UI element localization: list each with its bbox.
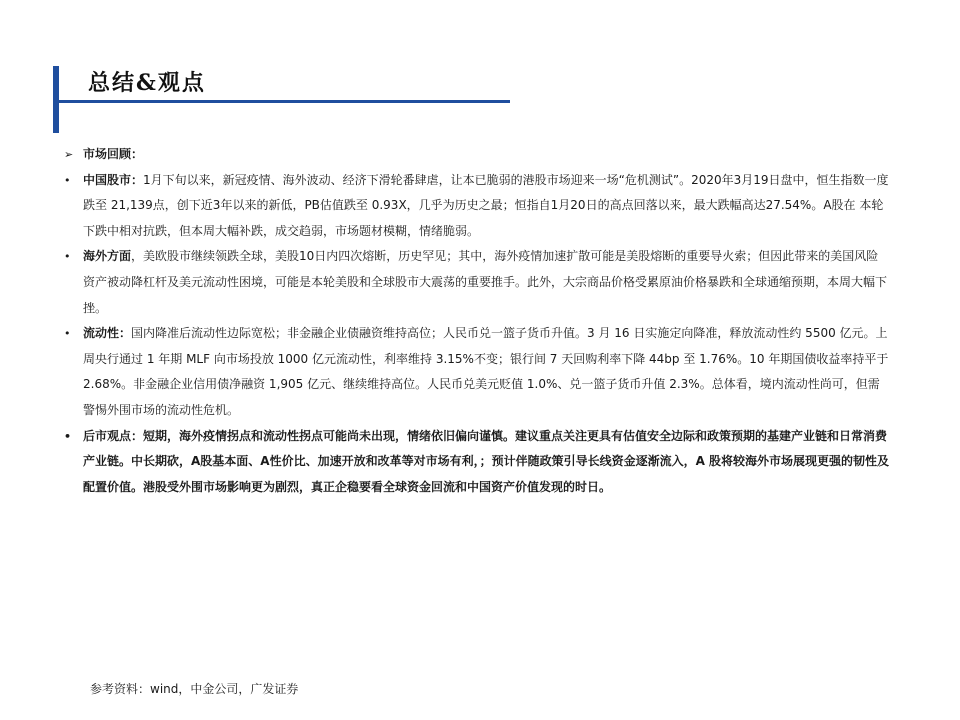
- bullet-outlook: [60, 424, 890, 501]
- bullet-label: 海外方面: [83, 249, 132, 264]
- summary-content: [60, 142, 890, 500]
- section-heading: [60, 142, 890, 168]
- bullet-text: 短期，海外疫情拐点和流动性拐点可能尚未出现，情绪依旧偏向谨慎。建议重点关注更具有估值安全边际和政策预期的基建产业链和日常消费产业链。中长期砍，A股基本面、A性价比、加速开放和改革等对市场有利，；预计伴随政策引导长线资金逐渐流入，A 股将较海外市场展现更强的韧性及配置价值。港股受外围市场影响更为剧烈，真正企稳要看全球资金回流和中国资产价值发现的时日。: [83, 428, 890, 494]
- title-underline: [59, 100, 510, 103]
- bullet-dot-icon: •: [64, 429, 72, 443]
- bullet-label: 流动性：: [83, 326, 132, 341]
- bullet-dot-icon: •: [64, 327, 71, 341]
- bullet-text: 1月下旬以来，新冠疫情、海外波动、经济下滑轮番肆虐，让本已脆弱的港股市场迎来一场“危机测试”。2020年3月19日盘中，恒生指数一度跌至 21,139点，创下近3年以来的新低，PB估值跌至 0.93X，几乎为历史之最；恒指自1月20日的高点回落以来，最大跌幅高达27.54%。A股在 本轮下跌中相对抗跌，但本周大幅补跌，成交趋弱，市场题材模糊，情绪脆弱。: [83, 172, 889, 238]
- bullet-text: 国内降准后流动性边际宽松；非金融企业债融资维持高位；人民币兑一篮子货币升值。3 月 16 日实施定向降准，释放流动性约 5500 亿元。上周央行通过 1 年期 MLF 向市场投放 1000 亿元流动性，利率维持 3.15%不变；银行间 7 天回购利率下降 44bp 至 1.76%。10 年期国债收益率持平于2.68%。非金融企业信用债净融资 1,905 亿元、继续维持高位。人民币兑美元贬值 1.0%、兑一篮子货币升值 2.3%。总体看，境内流动性尚可，但需警惕外围市场的流动性危机。: [83, 326, 889, 417]
- bullet-dot-icon: •: [64, 250, 71, 264]
- section-heading-text: 市场回顾：: [83, 147, 144, 161]
- bullet-china-market: [60, 168, 890, 245]
- arrow-bullet-icon: ➢: [64, 148, 74, 161]
- bullet-label: 中国股市：: [83, 172, 144, 187]
- bullet-dot-icon: •: [64, 173, 71, 187]
- bullet-label: 后市观点：: [83, 428, 144, 443]
- page-title: 总结&观点: [88, 70, 206, 96]
- bullet-text: ，美欧股市继续领跌全球，美股10日内四次熔断，历史罕见；其中，海外疫情加速扩散可能是美股熔断的重要导火索；但因此带来的美国风险资产被动降杠杆及美元流动性困境，可能是本轮美股和全球股市大震荡的重要推手。此外，大宗商品价格受累原油价格暴跌和全球通缩预期，本周大幅下挫。: [83, 249, 888, 315]
- bullet-liquidity: [60, 321, 890, 423]
- source-note: 参考资料：wind，中金公司，广发证券: [90, 682, 299, 696]
- bullet-overseas: [60, 244, 890, 321]
